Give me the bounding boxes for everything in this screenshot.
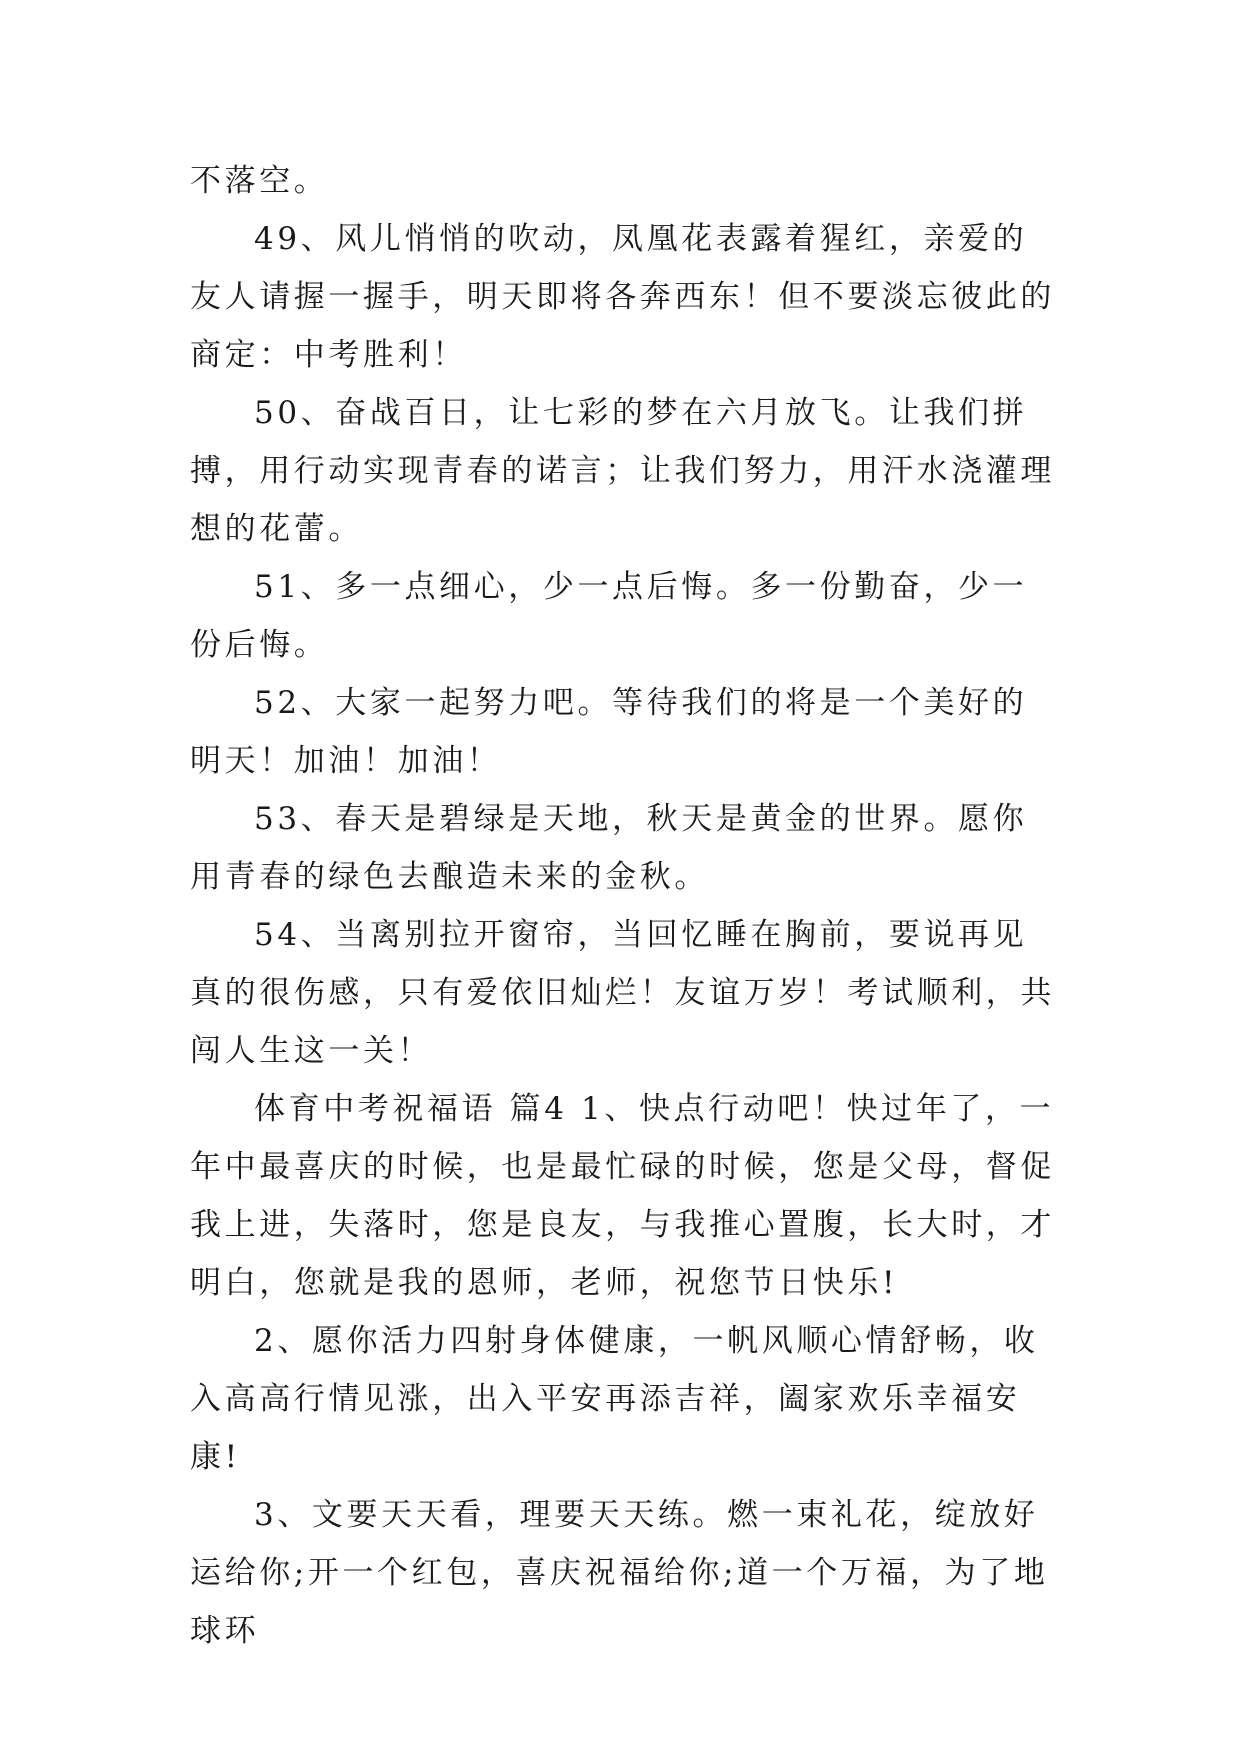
- paragraph-51: 51、多一点细心，少一点后悔。多一份勤奋，少一份后悔。: [190, 569, 1028, 663]
- paragraph-item-3: 3、文要天天看，理要天天练。燃一束礼花，绽放好运给你;开一个红包，喜庆祝福给你;道一个万福，为了地球环: [190, 1497, 1049, 1649]
- paragraph-54: 54、当离别拉开窗帘，当回忆睡在胸前，要说再见真的很伤感，只有爱依旧灿烂！友谊万岁！考试顺利，共闯人生这一关！: [190, 917, 1055, 1069]
- document-body: [190, 152, 1060, 1660]
- paragraph-49: 49、风儿悄悄的吹动，凤凰花表露着猩红，亲爱的友人请握一握手，明天即将各奔西东！但不要淡忘彼此的商定：中考胜利！: [190, 221, 1055, 373]
- paragraph-continuation: 不落空。: [190, 163, 329, 199]
- paragraph-section-4-item-1: 体育中考祝福语 篇4 1、快点行动吧！快过年了，一年中最喜庆的时候，也是最忙碌的时候，您是父母，督促我上进，失落时，您是良友，与我推心置腹，长大时，才明白，您就是我的恩师，老师，祝您节日快乐!: [190, 1091, 1055, 1301]
- paragraph-item-2: 2、愿你活力四射身体健康，一帆风顺心情舒畅，收入高高行情见涨，出入平安再添吉祥，阖家欢乐幸福安康!: [190, 1323, 1039, 1475]
- paragraph-50: 50、奋战百日，让七彩的梦在六月放飞。让我们拼搏，用行动实现青春的诺言；让我们努力，用汗水浇灌理想的花蕾。: [190, 395, 1055, 547]
- paragraph-53: 53、春天是碧绿是天地，秋天是黄金的世界。愿你用青春的绿色去酿造未来的金秋。: [190, 801, 1028, 895]
- paragraph-52: 52、大家一起努力吧。等待我们的将是一个美好的明天！加油！加油！: [190, 685, 1028, 779]
